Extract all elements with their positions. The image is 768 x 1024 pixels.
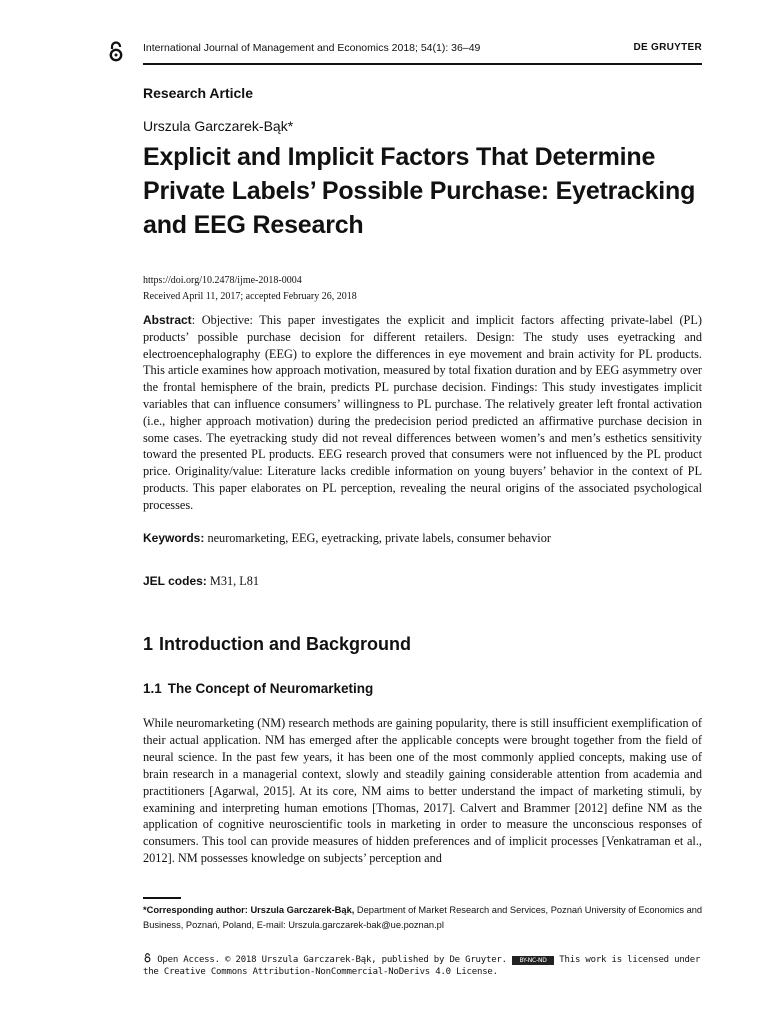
footnote-divider	[143, 897, 181, 899]
header-divider	[143, 63, 702, 65]
license-notice	[143, 953, 713, 978]
subsection-title: The Concept of Neuromarketing	[167, 681, 374, 696]
open-access-icon	[107, 41, 125, 63]
footnote-author: Urszula Garczarek-Bąk,	[250, 905, 355, 915]
footnote-label: *Corresponding author:	[143, 905, 248, 915]
keywords-label: Keywords:	[143, 531, 205, 545]
license-text-before: Open Access. © 2018 Urszula Garczarek-Bąk, published by De Gruyter.	[157, 955, 507, 965]
license-text-after: This work is licensed under the Creative Commons Attribution-NonCommercial-NoDerivs 4.0 License.	[143, 955, 701, 977]
publisher-name: DE GRUYTER	[633, 42, 702, 53]
doi-link[interactable]: https://doi.org/10.2478/ijme-2018-0004	[143, 275, 302, 286]
received-dates: Received April 11, 2017; accepted February 26, 2018	[143, 291, 357, 302]
footnote	[143, 903, 708, 933]
subsection-heading	[143, 681, 373, 696]
jel-label: JEL codes:	[143, 574, 207, 588]
jel-codes	[143, 574, 259, 589]
abstract-label: Abstract	[143, 313, 192, 327]
jel-text: M31, L81	[209, 574, 260, 588]
article-title: Explicit and Implicit Factors That Determine Private Labels’ Possible Purchase: Eyetracking and EEG Research	[143, 143, 696, 239]
section-title: Introduction and Background	[159, 634, 412, 654]
cc-license-badge[interactable]: BY-NC-ND	[512, 956, 554, 965]
footnote-text: Department of Market Research and Services, Poznań University of Economics and Business, Poznań, Poland, E-mail: Urszula.garczarek-bak@ue.poznan.pl	[143, 905, 703, 930]
open-access-icon	[143, 953, 152, 963]
keywords-text: neuromarketing, EEG, eyetracking, private labels, consumer behavior	[207, 531, 551, 545]
abstract	[143, 312, 702, 514]
journal-citation: International Journal of Management and Economics 2018; 54(1): 36–49	[143, 42, 481, 54]
keywords	[143, 531, 551, 546]
article-type: Research Article	[143, 85, 253, 101]
abstract-text: : Objective: This paper investigates the explicit and implicit factors affecting private-label (PL) products’ possible purchase decision for different retailers. Design: The study uses eyetracking and electroencephalography (EEG) to explore the differences in eye movement and brain activity for PL products. This article examines how approach motivation, measured by total fixation duration and by EEG asymmetry over the frontal hemisphere of the brain, predicts PL purchase decision. Findings: This study investigates implicit variables that can influence consumers’ willingness to PL purchase. The relatively greater left frontal activation (i.e., higher approach motivation) during the predecision period predicted an affirmative purchase decision in some cases. The eyetracking study did not reveal differences between women’s and men’s esthetics sensitivity toward the presented PL products. EEG research proved that consumers were not influenced by the PL product price. Originality/value: Literature lacks credible information on young buyers’ behavior in the context of PL products. This paper elaborates on PL perception, revealing the neural origins of the associated psychological processes.	[143, 313, 702, 512]
section-number: 1	[143, 634, 154, 654]
section-heading	[143, 634, 411, 655]
body-paragraph: While neuromarketing (NM) research methods are gaining popularity, there is still insufficient exemplification of their actual application. NM has emerged after the applicable concepts were brought together from the field of neural science. In the past few years, it has been one of the most commonly applied concepts, making use of brain research in a managerial context, slowly and steadily gaining considerable attention from academia and practitioners [Agarwal, 2015]. At its core, NM aims to better understand the impact of marketing stimuli, by examining and interpreting human emotions [Thomas, 2017]. Calvert and Brammer [2012] define NM as the application of cognitive neuroscientific tools in marketing in order to measure the unconscious responses of consumers. This tool can provide measures of hidden preferences and of implicit processes [Venkatraman et al., 2012]. NM possesses knowledge on subjects’ perception and	[143, 716, 702, 866]
author-name: Urszula Garczarek-Bąk*	[143, 118, 294, 134]
subsection-number: 1.1	[143, 681, 162, 696]
